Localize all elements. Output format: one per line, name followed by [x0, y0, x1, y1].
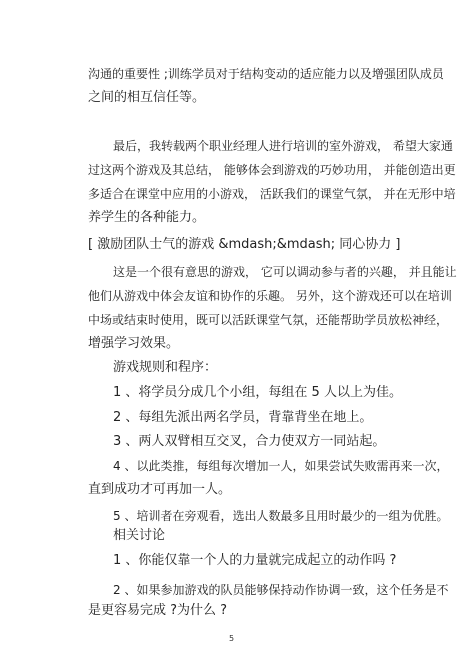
body-line-7: 这是一个很有意思的游戏， 它可以调动参与者的兴趣， 并且能让: [113, 265, 457, 279]
body-line-6: 养学生的各种能力。: [88, 210, 206, 225]
discussion-item-1: 1 、你能仅靠一个人的力量就完成起立的动作吗 ?: [113, 553, 397, 568]
page-number: 5: [229, 634, 235, 643]
discussion-heading: 相关讨论: [113, 528, 166, 543]
rule-item-1: 1 、将学员分成几个小组，每组在 5 人以上为佳。: [113, 385, 402, 400]
discussion-item-2: 2 、如果参加游戏的队员能够保持动作协调一致，这个任务是不: [113, 583, 449, 597]
body-line-8: 他们从游戏中体会友谊和协作的乐趣。 另外，这个游戏还可以在培训: [88, 289, 452, 303]
rule-item-4: 4 、以此类推，每组每次增加一人，如果尝试失败需再来一次，: [113, 459, 449, 473]
body-line-10: 增强学习效果。: [88, 336, 180, 351]
body-line-4: 过这两个游戏及其总结， 能够体会到游戏的巧妙功用， 并能创造出更: [88, 163, 456, 177]
section-heading: [ 激励团队士气的游戏 &mdash;&mdash; 同心协力 ]: [88, 237, 401, 252]
rule-item-2: 2 、每组先派出两名学员，背靠背坐在地上。: [113, 410, 373, 425]
body-line-5: 多适合在课堂中应用的小游戏， 活跃我们的课堂气氛， 并在无形中培: [88, 187, 456, 201]
body-line-3: 最后，我转载两个职业经理人进行培训的室外游戏， 希望大家通: [113, 139, 453, 153]
rule-item-3: 3 、两人双臂相互交叉，合力使双方一同站起。: [113, 434, 386, 449]
rules-heading: 游戏规则和程序：: [113, 360, 218, 375]
discussion-item-2-cont: 是更容易完成 ?为什么 ?: [88, 603, 228, 618]
rule-item-5: 5 、培训者在旁观看，选出人数最多且用时最少的一组为优胜。: [113, 509, 449, 523]
body-line-1: 沟通的重要性 ;训练学员对于结构变动的适应能力以及增强团队成员: [88, 67, 444, 81]
rule-item-4-cont: 直到成功才可再加一人。: [88, 482, 232, 497]
body-line-9: 中场或结束时使用，既可以活跃课堂气氛，还能帮助学员放松神经，: [88, 313, 449, 327]
body-line-2: 之间的相互信任等。: [88, 90, 206, 105]
